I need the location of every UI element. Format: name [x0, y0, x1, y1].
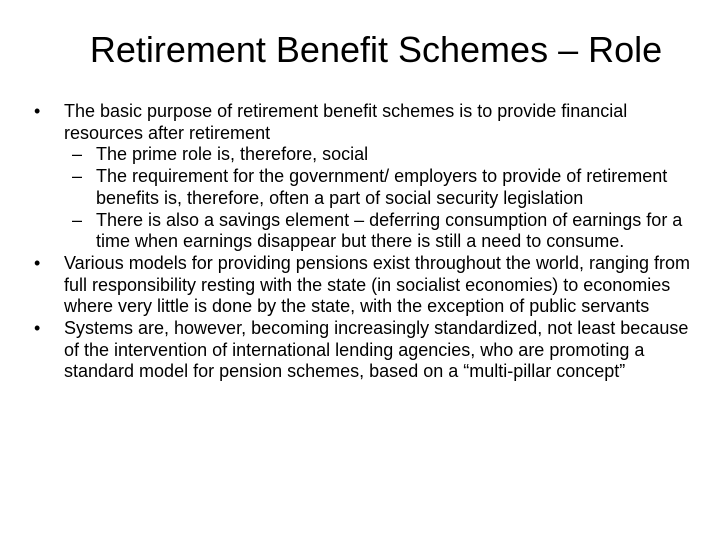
slide-title: Retirement Benefit Schemes – Role [89, 29, 663, 70]
dash-icon: – [72, 209, 83, 230]
bullet-point [34, 253, 694, 318]
sub-bullet-point [34, 210, 694, 253]
sub-bullet-point [34, 166, 694, 209]
sub-bullet-text: The requirement for the government/ employers to provide of retirement benefits is, therefore, often a part of social security legislation [96, 166, 668, 208]
bullet-text: Systems are, however, becoming increasingly standardized, not least because of the intervention of international lending agencies, who are promoting a standard model for pension schemes, based on a “multi-pillar concept” [64, 318, 689, 382]
dash-icon: – [72, 144, 83, 165]
sub-bullet-point [34, 144, 694, 166]
bullet-icon: • [34, 252, 41, 273]
sub-bullet-text: There is also a savings element – deferring consumption of earnings for a time when earnings disappear but there is still a need to consume. [96, 209, 683, 252]
bullet-text: Various models for providing pensions exist throughout the world, ranging from full responsibility resting with the state (in socialist economies) to economies where very little is done by the state, with the exception of public servants [64, 252, 691, 317]
dash-icon: – [72, 166, 83, 187]
slide-body [34, 101, 694, 383]
sub-bullet-text: The prime role is, therefore, social [96, 144, 369, 165]
bullet-icon: • [34, 318, 41, 339]
bullet-point [34, 101, 694, 144]
bullet-point [34, 318, 694, 383]
bullet-icon: • [34, 101, 41, 121]
bullet-text: The basic purpose of retirement benefit schemes is to provide financial resources after retirement [64, 101, 628, 143]
